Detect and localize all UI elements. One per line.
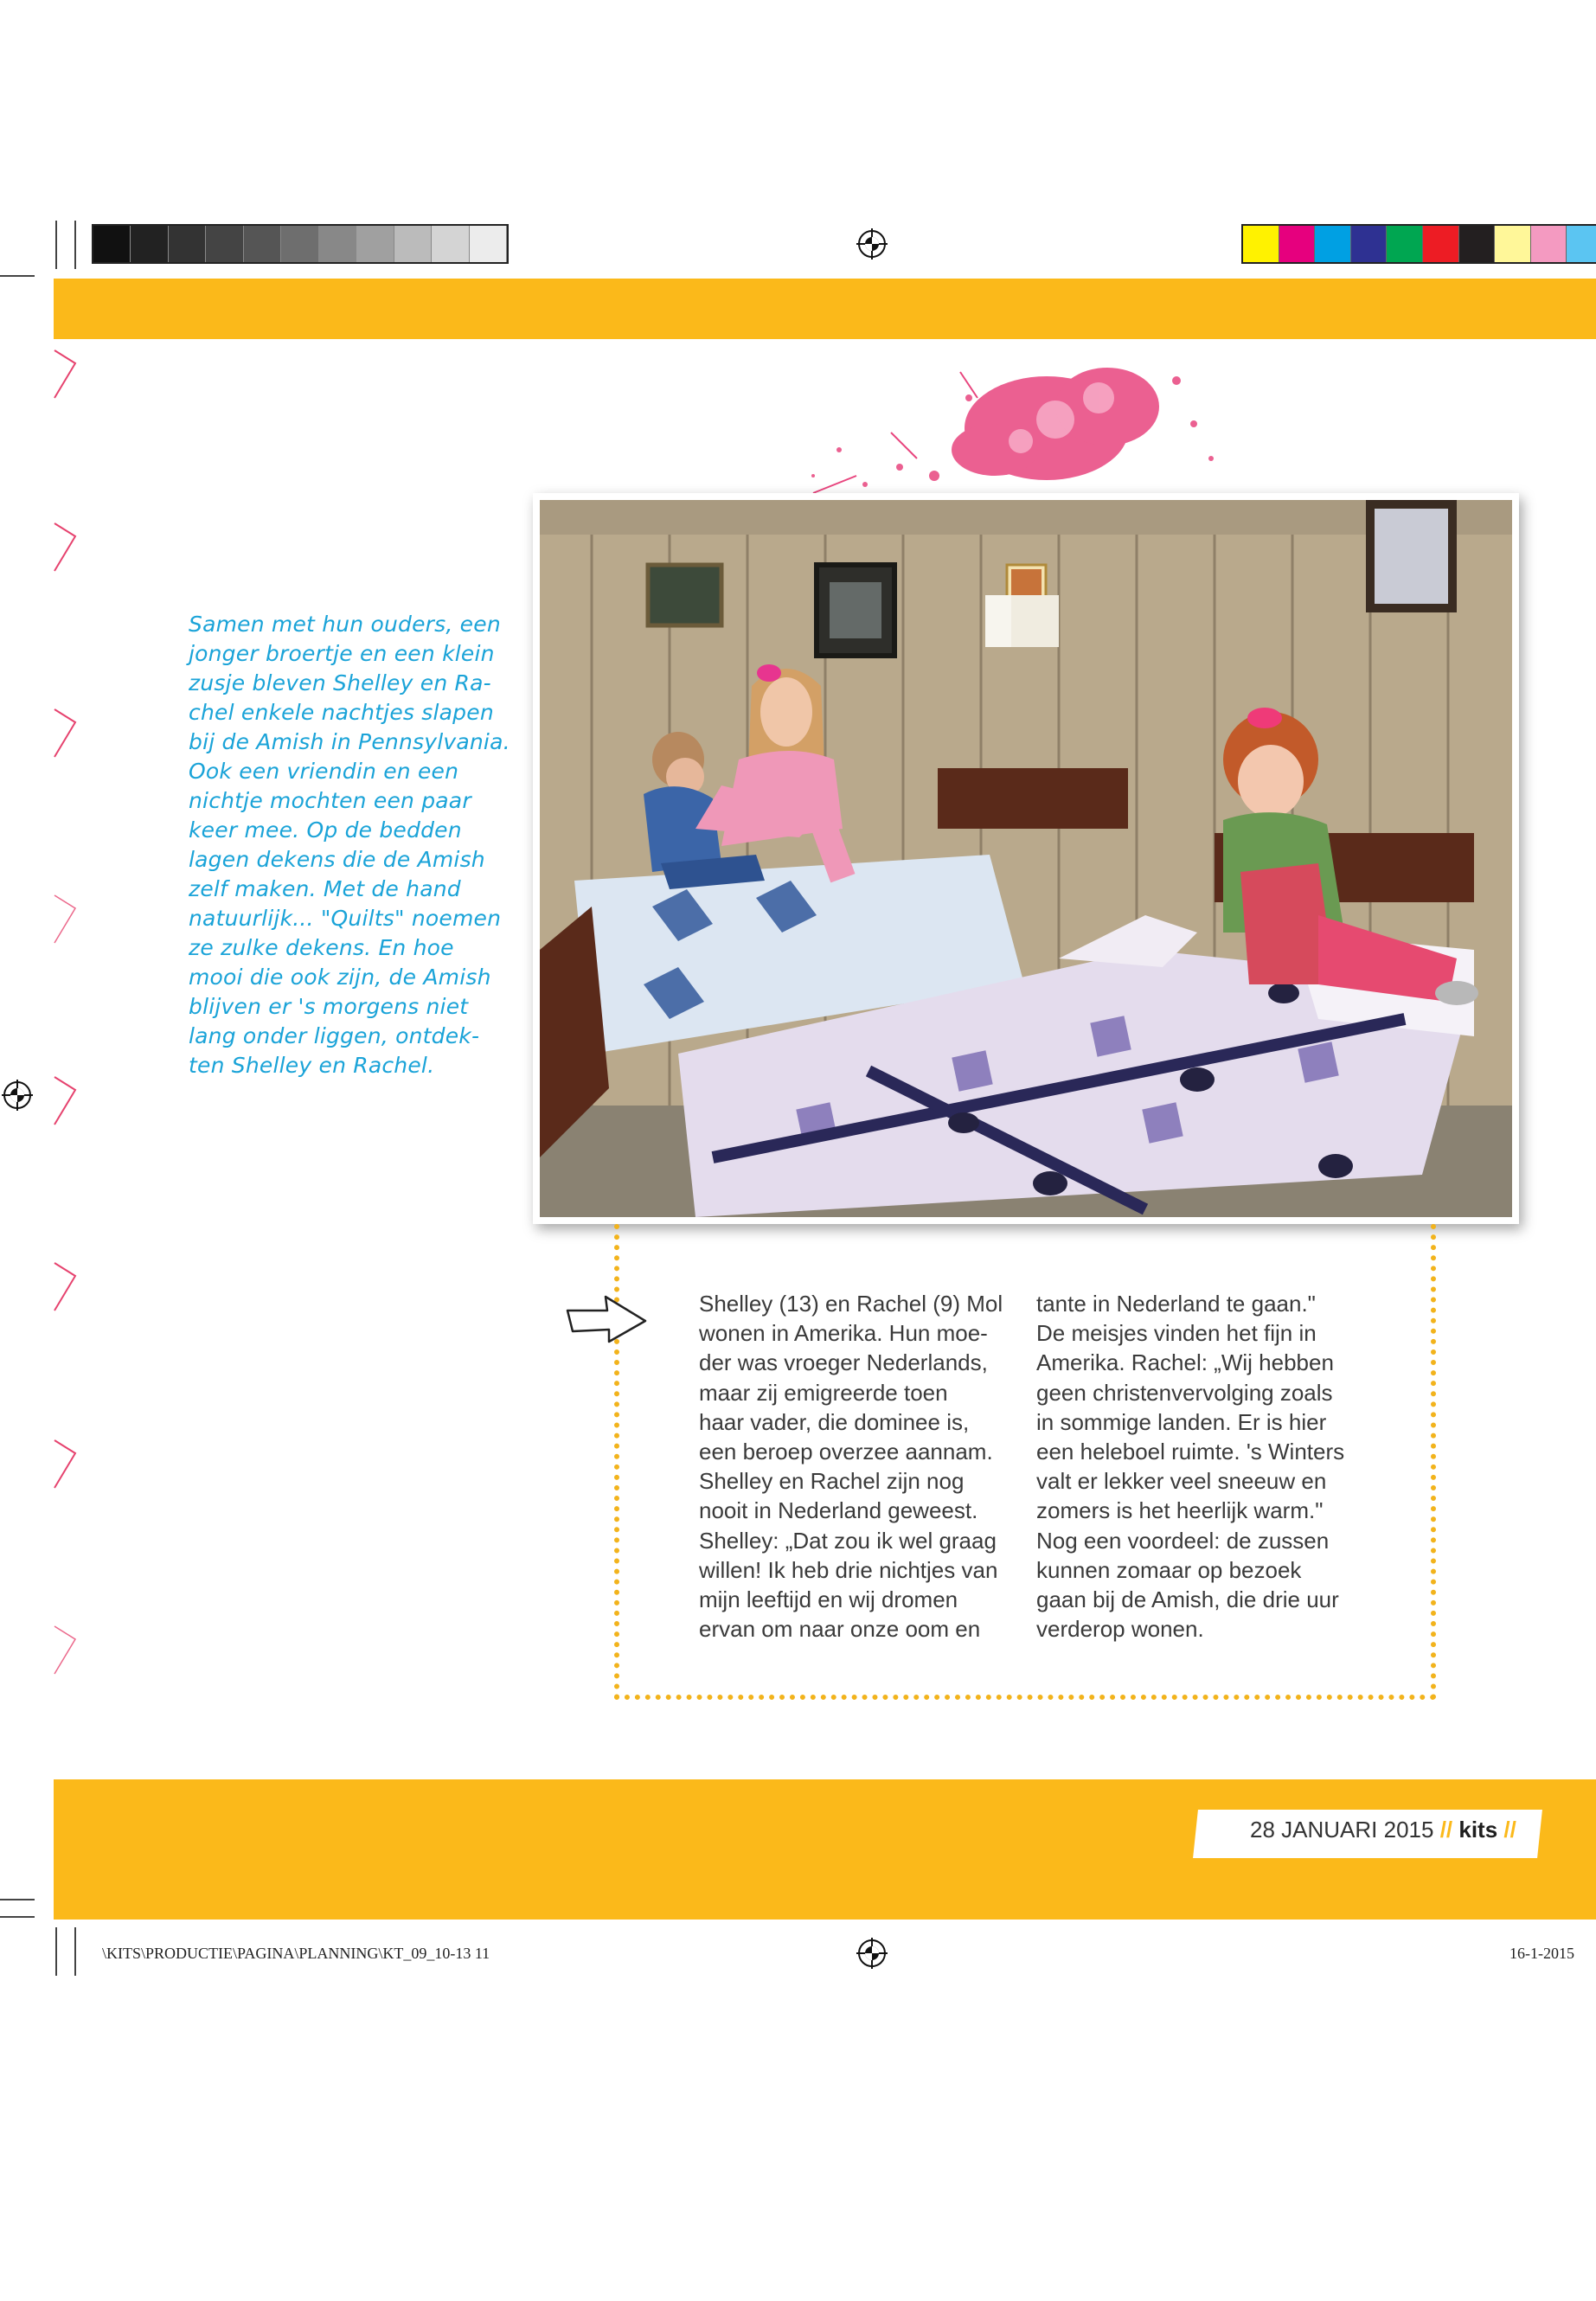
body-line: Shelley en Rachel zijn nog [699,1468,965,1495]
gray-swatch [131,226,168,262]
folio-separator: // [1439,1817,1453,1843]
trim-mark [55,221,57,269]
body-line: Amerika. Rachel: „Wij hebben [1036,1349,1334,1376]
article-column-2 [1036,1289,1365,1644]
caption-line: lagen dekens die de Amish [189,847,485,872]
registration-target-icon [856,228,888,260]
issue-date: 28 JANUARI 2015 [1250,1817,1434,1843]
color-swatch [1423,226,1459,262]
chevron-right-icon [48,1073,82,1133]
body-line: in sommige landen. Er is hier [1036,1408,1327,1435]
chevron-right-icon [48,346,82,407]
pink-paint-splash [761,346,1246,502]
chevron-right-icon [48,1622,82,1682]
color-swatch [1459,226,1496,262]
body-line: maar zij emigreerde toen [699,1379,948,1406]
arrow-right-icon [564,1293,651,1345]
color-swatch [1387,226,1423,262]
folio-separator: // [1503,1817,1516,1843]
caption-line: ze zulke dekens. En hoe [189,935,454,960]
body-line: verderop wonen. [1036,1616,1204,1643]
slug-date: 16-1-2015 [1509,1945,1574,1962]
body-line: een beroep overzee aannam. [699,1439,993,1465]
body-line: willen! Ik heb drie nichtjes van [699,1556,998,1583]
caption-line: Ook een vriendin en een [189,759,459,784]
color-swatch [1279,226,1316,262]
color-swatch [1495,226,1531,262]
caption-line: ten Shelley en Rachel. [189,1053,435,1078]
slug-file-path: \KITS\PRODUCTIE\PAGINA\PLANNING\KT_09_10-13 11 [102,1945,490,1962]
top-orange-band [54,279,1596,339]
registration-target-icon [2,1080,33,1111]
gray-swatch [356,226,394,262]
gray-swatch [470,226,507,262]
body-line: valt er lekker veel sneeuw en [1036,1468,1327,1495]
trim-mark [74,221,76,269]
gray-swatch [206,226,243,262]
trim-mark [0,1899,35,1900]
registration-target-icon [856,1938,888,1969]
grayscale-color-bar [92,224,509,264]
gray-swatch [93,226,131,262]
article-column-1 [699,1289,1028,1644]
chevron-right-icon [48,1436,82,1497]
bedroom-photo [540,500,1512,1217]
caption-line: keer mee. Op de bedden [189,817,462,843]
gray-swatch [169,226,206,262]
body-line: haar vader, die dominee is, [699,1408,970,1435]
photo-caption [189,610,517,1080]
caption-line: zelf maken. Met de hand [189,876,461,901]
caption-line: lang onder liggen, ontdek- [189,1023,480,1048]
body-line: wonen in Amerika. Hun moe- [699,1320,988,1347]
chevron-right-icon [48,891,82,952]
caption-line: zusje bleven Shelley en Ra- [189,670,491,695]
color-swatch [1531,226,1567,262]
body-line: gaan bij de Amish, die drie uur [1036,1586,1339,1613]
caption-line: chel enkele nachtjes slapen [189,700,494,725]
body-line: geen christenvervolging zoals [1036,1379,1333,1406]
body-line: der was vroeger Nederlands, [699,1349,988,1376]
chevron-right-icon [48,519,82,580]
body-line: mijn leeftijd en wij dromen [699,1586,958,1613]
gray-swatch [281,226,318,262]
magazine-brand: kits [1458,1817,1498,1843]
gray-swatch [432,226,469,262]
caption-line: nichtje mochten een paar [189,788,471,813]
trim-mark [74,1927,76,1976]
chevron-right-icon [48,1259,82,1319]
body-line: nooit in Nederland geweest. [699,1497,978,1524]
body-line: De meisjes vinden het fijn in [1036,1320,1317,1347]
body-line: Shelley (13) en Rachel (9) Mol [699,1291,1003,1317]
color-swatch [1243,226,1279,262]
folio-text [1250,1817,1516,1843]
body-line: Nog een voordeel: de zussen [1036,1527,1330,1554]
chevron-right-icon [48,705,82,766]
caption-line: Samen met hun ouders, een [189,612,501,637]
caption-line: jonger broertje en een klein [189,641,495,666]
color-swatch [1567,226,1596,262]
caption-line: mooi die ook zijn, de Amish [189,965,491,990]
trim-mark [55,1927,57,1976]
gray-swatch [244,226,281,262]
caption-line: blijven er 's morgens niet [189,994,469,1019]
gray-swatch [319,226,356,262]
body-line: tante in Nederland te gaan." [1036,1291,1316,1317]
color-swatch [1351,226,1388,262]
caption-line: natuurlijk... "Quilts" noemen [189,906,502,931]
body-line: kunnen zomaar op bezoek [1036,1556,1302,1583]
body-line: ervan om naar onze oom en [699,1616,981,1643]
caption-line: bij de Amish in Pennsylvania. [189,729,510,754]
body-line: Shelley: „Dat zou ik wel graag [699,1527,997,1554]
process-color-bar [1241,224,1596,264]
body-line: een heleboel ruimte. 's Winters [1036,1439,1345,1465]
trim-mark [0,1916,35,1918]
gray-swatch [394,226,432,262]
body-line: zomers is het heerlijk warm." [1036,1497,1324,1524]
color-swatch [1315,226,1351,262]
trim-mark [0,275,35,277]
